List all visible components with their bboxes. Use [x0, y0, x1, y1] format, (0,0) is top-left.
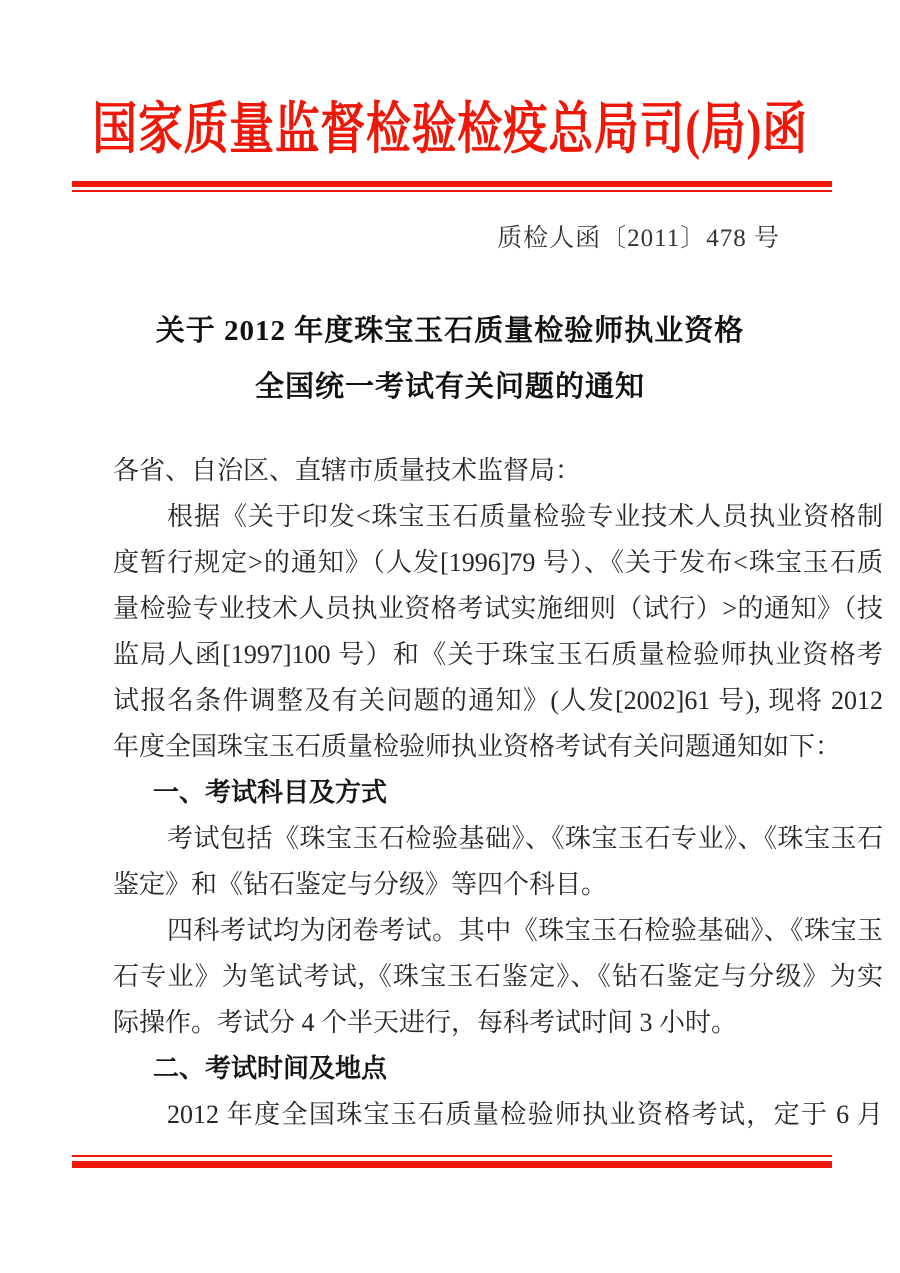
body-line: 根据《关于印发<珠宝玉石质量检验专业技术人员执业资格制: [167, 502, 883, 531]
letterhead-title: 国家质量监督检验检疫总局司(局)函: [92, 99, 808, 161]
body-line: 监局人函[1997]100 号）和《关于珠宝玉石质量检验师执业资格考: [113, 640, 883, 669]
letterhead: [0, 101, 900, 173]
section-heading: 一、考试科目及方式: [153, 778, 388, 807]
footer-rule-thin: [72, 1155, 832, 1157]
document-title-line-1: 关于 2012 年度珠宝玉石质量检验师执业资格: [155, 315, 745, 347]
body-line: 际操作。考试分 4 个半天进行，每科考试时间 3 小时。: [113, 1008, 738, 1037]
document-title: [0, 303, 900, 415]
document-body: [113, 448, 883, 1138]
section-heading: 二、考试时间及地点: [153, 1054, 388, 1083]
body-line: 量检验专业技术人员执业资格考试实施细则（试行）>的通知》（技: [113, 594, 883, 623]
body-line: 度暂行规定>的通知》（人发[1996]79 号）、《关于发布<珠宝玉石质: [113, 548, 883, 577]
body-line: 各省、自治区、直辖市质量技术监督局：: [113, 456, 582, 485]
body-line: 石专业》为笔试考试,《珠宝玉石鉴定》、《钻石鉴定与分级》为实: [113, 962, 883, 991]
footer-rule-thick: [72, 1161, 832, 1168]
document-number: 质检人函〔2011〕478 号: [497, 225, 780, 252]
body-line: 2012 年度全国珠宝玉石质量检验师执业资格考试，定于 6 月: [167, 1100, 883, 1129]
body-line: 四科考试均为闭卷考试。其中《珠宝玉石检验基础》、《珠宝玉: [167, 916, 883, 945]
body-line: 考试包括《珠宝玉石检验基础》、《珠宝玉石专业》、《珠宝玉石: [167, 824, 883, 853]
body-line: 年度全国珠宝玉石质量检验师执业资格考试有关问题通知如下：: [113, 732, 842, 761]
header-rule-thick: [72, 181, 832, 187]
body-line: 鉴定》和《钻石鉴定与分级》等四个科目。: [113, 870, 608, 899]
body-line: 试报名条件调整及有关问题的通知》(人发[2002]61 号), 现将 2012: [113, 686, 883, 715]
header-rule-thin: [72, 190, 832, 192]
document-title-line-2: 全国统一考试有关问题的通知: [254, 371, 645, 403]
